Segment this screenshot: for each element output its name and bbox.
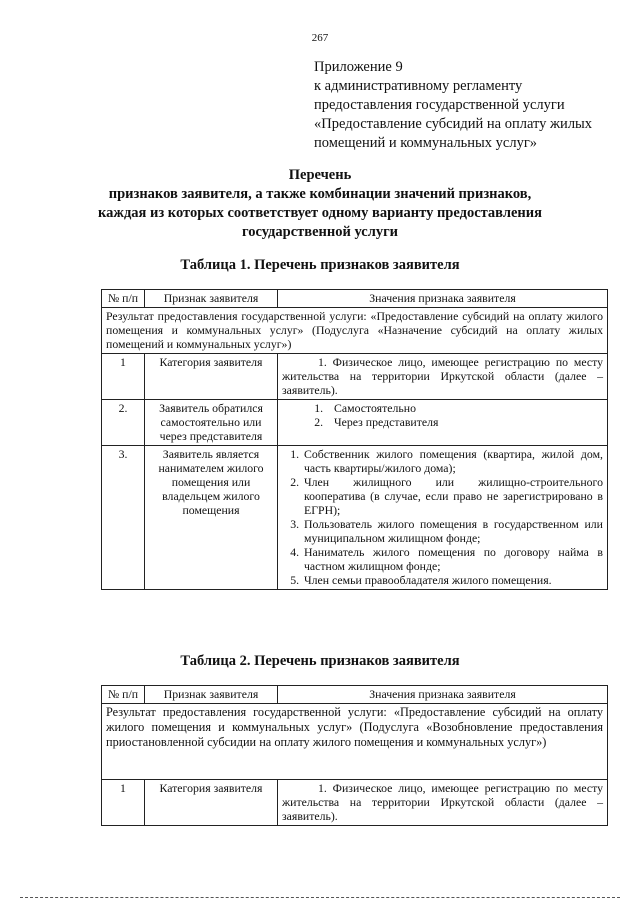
- table-row: [102, 446, 608, 590]
- row-feature: Категория заявителя: [145, 354, 278, 400]
- header-feature: Признак заявителя: [145, 290, 278, 308]
- value-item: 1. Собственник жилого помещения (квартира, жилой дом, часть квартиры/жилого дома);: [302, 447, 603, 475]
- document-title: [0, 166, 640, 242]
- row-values: [278, 354, 608, 400]
- row-values: [278, 400, 608, 446]
- row-feature: Категория заявителя: [145, 780, 278, 826]
- page-bottom-divider: [20, 897, 620, 898]
- section-row: [102, 308, 608, 354]
- row-values: [278, 446, 608, 590]
- table-row: [102, 354, 608, 400]
- value-text: 1. Физическое лицо, имеющее регистрацию по месту жительства на территории Иркутской области (далее – заявитель).: [282, 781, 603, 823]
- header-num: № п/п: [102, 290, 145, 308]
- table-header-row: [102, 686, 608, 704]
- section-text: Результат предоставления государственной услуги: «Предоставление субсидий на оплату жилого помещения и коммунальных услуг» (Подуслуга «Возобновление предоставления приостановленной субсидии на оплату жилого помещения и коммунальных услуг»): [102, 704, 608, 780]
- title-line: каждая из которых соответствует одному варианту предоставления: [98, 205, 542, 221]
- row-num: 1: [102, 354, 145, 400]
- appendix-line: Приложение 9: [314, 59, 403, 75]
- table-row: [102, 400, 608, 446]
- appendix-line: предоставления государственной услуги: [314, 97, 565, 113]
- value-text: 1. Физическое лицо, имеющее регистрацию по месту жительства на территории Иркутской области (далее – заявитель).: [282, 355, 603, 397]
- appendix-line: помещений и коммунальных услуг»: [314, 135, 538, 151]
- title-line: признаков заявителя, а также комбинации значений признаков,: [108, 186, 532, 202]
- row-feature: Заявитель обратился самостоятельно или через представителя: [145, 400, 278, 446]
- table-header-row: [102, 290, 608, 308]
- value-item: 2. Через представителя: [326, 415, 603, 429]
- header-values: Значения признака заявителя: [278, 290, 608, 308]
- table1-caption: Таблица 1. Перечень признаков заявителя: [180, 257, 460, 273]
- title-line: государственной услуги: [241, 224, 399, 240]
- table2-caption: Таблица 2. Перечень признаков заявителя: [180, 653, 460, 669]
- value-item: 4. Наниматель жилого помещения по договору найма в частном жилищном фонде;: [302, 545, 603, 573]
- row-values: [278, 780, 608, 826]
- row-num: 1: [102, 780, 145, 826]
- row-feature: Заявитель является нанимателем жилого помещения или владельцем жилого помещения: [145, 446, 278, 590]
- header-values: Значения признака заявителя: [278, 686, 608, 704]
- table2: [101, 685, 608, 826]
- appendix-block: [314, 58, 624, 153]
- table1: [101, 289, 608, 590]
- page-number: 267: [311, 32, 329, 44]
- row-num: 3.: [102, 446, 145, 590]
- section-row: [102, 704, 608, 780]
- title-line: Перечень: [288, 167, 352, 183]
- appendix-line: «Предоставление субсидий на оплату жилых: [314, 116, 593, 132]
- table-row: [102, 780, 608, 826]
- value-item: 2. Член жилищного или жилищно-строительного кооператива (в случае, если право не зарегистрировано в ЕГРН);: [302, 475, 603, 517]
- value-item: 5. Член семьи правообладателя жилого помещения.: [302, 573, 603, 587]
- header-num: № п/п: [102, 686, 145, 704]
- section-text: Результат предоставления государственной услуги: «Предоставление субсидий на оплату жилого помещения и коммунальных услуг» (Подуслуга «Назначение субсидий на оплату жилых помещений и коммунальных услуг»): [102, 308, 608, 354]
- appendix-line: к административному регламенту: [314, 78, 523, 94]
- row-num: 2.: [102, 400, 145, 446]
- value-item: 3. Пользователь жилого помещения в государственном или муниципальном жилищном фонде;: [302, 517, 603, 545]
- header-feature: Признак заявителя: [145, 686, 278, 704]
- value-item: 1. Самостоятельно: [326, 401, 603, 415]
